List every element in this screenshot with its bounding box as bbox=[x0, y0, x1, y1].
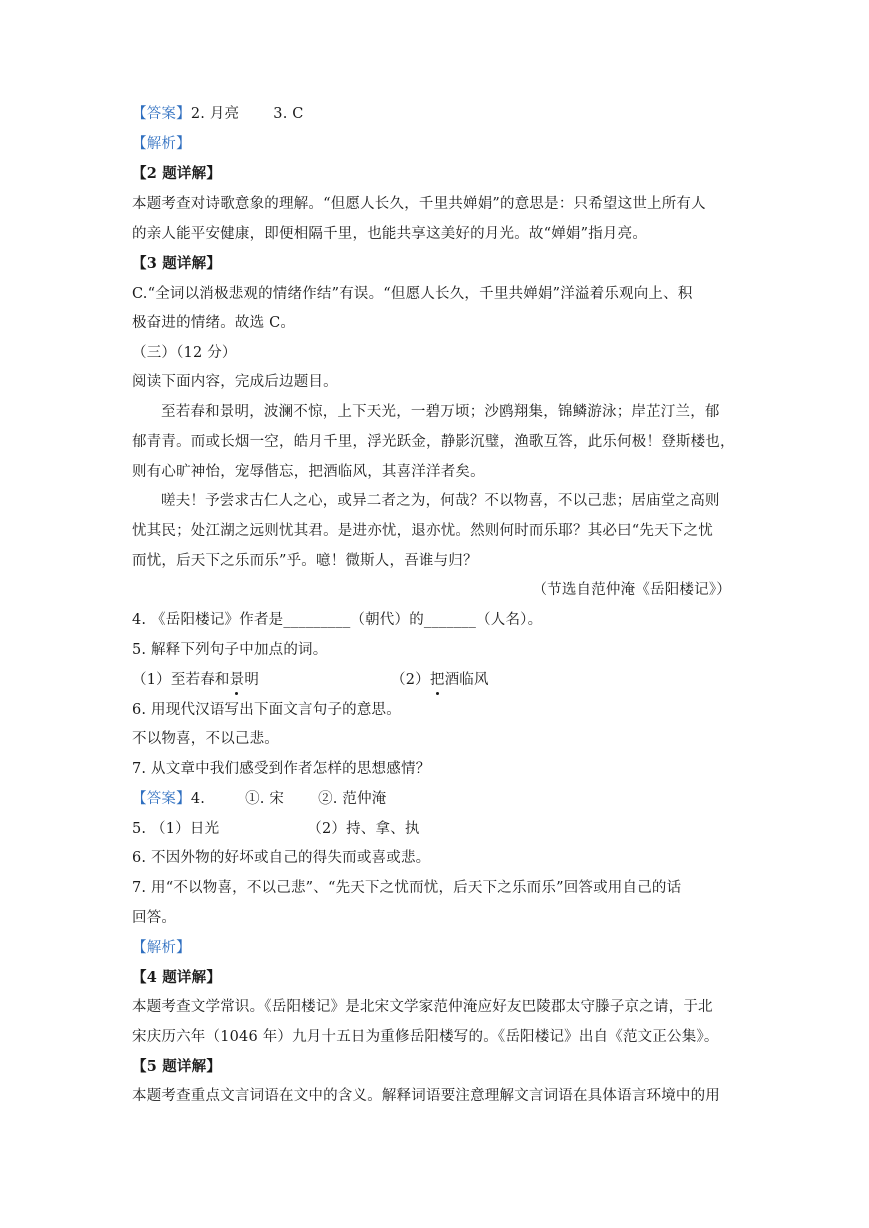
q5-detail-line-1: 本题考查重点文言词语在文中的含义。解释词语要注意理解文言词语在具体语言环境中的用 bbox=[132, 1088, 720, 1104]
passage-2-line-1: 嗟夫！予尝求古仁人之心，或异二者之为，何哉？不以物喜，不以己悲；居庙堂之高则 bbox=[161, 493, 720, 509]
answer-4-1: ①. 宋 bbox=[245, 791, 285, 807]
q5-item-2-b: 酒临风 bbox=[444, 672, 489, 688]
q4-detail-line-2: 宋庆历六年（1046 年）九月十五日为重修岳阳楼写的。《岳阳楼记》出自《范文正公集》。 bbox=[132, 1029, 719, 1045]
answer-line-1 bbox=[132, 104, 742, 124]
answer-4: 4. bbox=[190, 791, 206, 807]
q3-detail-heading: 【3 题详解】 bbox=[132, 255, 222, 272]
q5-item-2-dotted: 把 bbox=[429, 672, 445, 688]
q2-detail-line-2: 的亲人能平安健康，即便相隔千里，也能共享这美好的月光。故“婵娟”指月亮。 bbox=[132, 226, 648, 242]
answer-3: 3. C bbox=[273, 106, 304, 122]
passage-2-line-2: 忧其民；处江湖之远则忧其君。是进亦忧，退亦忧。然则何时而乐耶？其必曰“先天下之忧 bbox=[132, 523, 713, 539]
q4-detail-line-1: 本题考查文学常识。《岳阳楼记》是北宋文学家范仲淹应好友巴陵郡太守滕子京之请，于北 bbox=[132, 999, 713, 1015]
passage-2-line-3: 而忧，后天下之乐而乐”乎。噫！微斯人，吾谁与归？ bbox=[132, 553, 478, 569]
question-5-items bbox=[132, 670, 742, 690]
analysis-tag: 【解析】 bbox=[132, 136, 191, 152]
answer-5 bbox=[132, 819, 742, 839]
q5-item-1-b: 明 bbox=[244, 672, 260, 688]
question-7: 7. 从文章中我们感受到作者怎样的思想感情？ bbox=[132, 761, 431, 777]
answer-line-2 bbox=[132, 789, 742, 809]
passage-1-line-1: 至若春和景明，波澜不惊，上下天光，一碧万顷；沙鸥翔集，锦鳞游泳；岸芷汀兰，郁 bbox=[161, 404, 720, 420]
passage-1-line-2: 郁青青。而或长烟一空，皓月千里，浮光跃金，静影沉璧，渔歌互答，此乐何极！登斯楼也， bbox=[132, 434, 735, 450]
answer-2: 2. 月亮 bbox=[190, 106, 240, 122]
answer-5-2: （2）持、拿、执 bbox=[307, 821, 420, 837]
answer-6: 6. 不因外物的好坏或自己的得失而或喜或悲。 bbox=[132, 850, 431, 866]
q5-detail-heading: 【5 题详解】 bbox=[132, 1058, 222, 1075]
analysis-tag-2: 【解析】 bbox=[132, 940, 191, 956]
q5-item-1-dotted: 景 bbox=[229, 672, 245, 688]
question-6-sentence: 不以物喜，不以己悲。 bbox=[132, 731, 279, 747]
question-5: 5. 解释下列句子中加点的词。 bbox=[132, 642, 328, 658]
q2-detail-line-1: 本题考查对诗歌意象的理解。“但愿人长久，千里共婵娟”的意思是：只希望这世上所有人 bbox=[132, 196, 706, 212]
q4-detail-heading: 【4 题详解】 bbox=[132, 969, 222, 986]
q3-detail-line-2: 极奋进的情绪。故选 C。 bbox=[132, 315, 296, 331]
passage-source: （节选自范仲淹《岳阳楼记》） bbox=[532, 582, 731, 598]
question-4: 4. 《岳阳楼记》作者是_________（朝代）的_______（人名）。 bbox=[132, 612, 543, 628]
answer-tag-2: 【答案】 bbox=[132, 791, 191, 807]
answer-7-line-2: 回答。 bbox=[132, 910, 177, 926]
answer-tag: 【答案】 bbox=[132, 106, 191, 122]
q5-item-1-a: （1）至若春和 bbox=[132, 672, 230, 688]
q5-item-2-a: （2） bbox=[391, 672, 430, 688]
answer-5-1: 5. （1）日光 bbox=[132, 821, 220, 837]
q2-detail-heading: 【2 题详解】 bbox=[132, 165, 222, 182]
passage-1-line-3: 则有心旷神怡，宠辱偕忘，把酒临风，其喜洋洋者矣。 bbox=[132, 464, 485, 480]
q3-detail-line-1: C.“全词以消极悲观的情绪作结”有误。“但愿人长久，千里共婵娟”洋溢着乐观向上、积 bbox=[132, 286, 693, 302]
answer-4-2: ②. 范仲淹 bbox=[318, 791, 387, 807]
reading-instruction: 阅读下面内容，完成后边题目。 bbox=[132, 374, 338, 390]
section-3-heading: （三）（12 分） bbox=[132, 345, 237, 361]
answer-7-line-1: 7. 用“不以物喜，不以己悲”、“先天下之忧而忧，后天下之乐而乐”回答或用自己的话 bbox=[132, 880, 682, 896]
question-6: 6. 用现代汉语写出下面文言句子的意思。 bbox=[132, 702, 401, 718]
